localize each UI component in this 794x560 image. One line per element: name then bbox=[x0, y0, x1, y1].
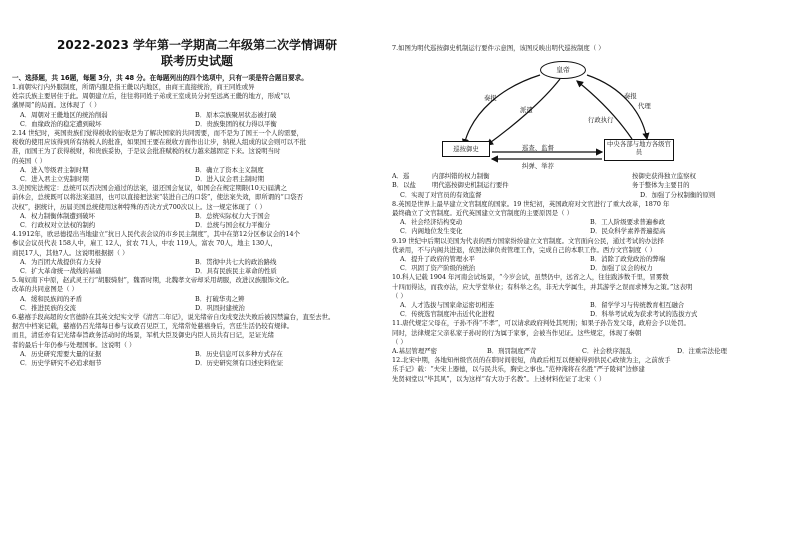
question-3 bbox=[12, 184, 382, 230]
option-d[interactable]: D．进入议会君主制时期 bbox=[195, 175, 265, 184]
page-title: 2022-2023 学年第一学期高二年级第二次学情调研 bbox=[57, 38, 337, 52]
question-line: 姓宗氏族主要居住于此。周朝建立后，往往将同姓子弟或王室成员分封至远离王畿的地方，形成“以 bbox=[12, 92, 291, 101]
option-a[interactable]: A．为百团大战提供有力支持 bbox=[20, 257, 102, 266]
inspector-node: 巡按御史 bbox=[442, 141, 490, 157]
option-a[interactable]: A．历史研究需要大量的证据 bbox=[20, 349, 102, 358]
question-line: 3.美国宪法规定：总统可以否决国会通过的法案，退还国会复议，如国会在规定期限(10天)届满之 bbox=[12, 184, 287, 193]
option-a[interactable]: A．周朝对王畿地区的统治削弱 bbox=[20, 110, 108, 119]
label-impeach: 纠弹、举荐 bbox=[522, 162, 554, 171]
options bbox=[12, 295, 382, 313]
right-column bbox=[392, 0, 784, 384]
question-line: 5.匈奴南下中原，赵武灵王行“胡服骑射”，魏晋时期，北魏孝文帝却采用胡服，改进汉族服饰文化。 bbox=[12, 276, 294, 285]
option-b[interactable]: B．贯彻中共七大的政治路线 bbox=[195, 257, 277, 266]
question-line: （ ） bbox=[392, 291, 407, 300]
question-12 bbox=[392, 356, 784, 384]
option-b[interactable]: B．原本宗族聚居状态被打破 bbox=[195, 110, 277, 119]
question-line: 税收的使用应该得到所有纳税人的批准，如果国王要在税收方面作出让步，纳税人组成的议会则可以不批 bbox=[12, 138, 306, 147]
option-b[interactable]: B．总统实际权力大于国会 bbox=[195, 211, 270, 220]
option-b-tail[interactable]: 务于整体为主要目的 bbox=[632, 181, 690, 190]
inspection-diagram bbox=[392, 57, 784, 172]
label-report-right: 奏报 bbox=[624, 92, 637, 101]
question-line: 8.英国是世界上最早建立文官制度的国家。19 世纪初，英国政府对文官进行了重大改革，1870 年 bbox=[392, 199, 670, 208]
option-a[interactable]: A．提升了政府的管理水平 bbox=[400, 255, 475, 264]
option-d[interactable]: D．历史研究须有口述史料佐证 bbox=[195, 359, 284, 368]
option-d[interactable]: D．科举考试成为获求考试的选拔方式 bbox=[590, 310, 698, 319]
option-d[interactable]: D．民众科学素养普遍提高 bbox=[590, 227, 666, 236]
left-column bbox=[12, 0, 382, 368]
option-c[interactable]: C．推进民族的交流 bbox=[20, 303, 77, 312]
question-6 bbox=[12, 313, 382, 368]
question-line: 商民17人，其他7人。这说明根据据（ ） bbox=[12, 248, 129, 257]
option-a[interactable]: A．人才选拔与国家命运密切相连 bbox=[400, 301, 495, 310]
q7-note: 内部纠错的权力制衡 bbox=[432, 172, 490, 181]
option-b[interactable]: B．工人阶级要求普遍参政 bbox=[590, 218, 665, 227]
question-line: 十四而得达，而我亦沾，应大学堂举业；有科举之名，非无大学属生，并其游学之误而求博为之策。”这表明 bbox=[392, 282, 693, 291]
question-line: 2.14 世纪时，英国贵族们觉得税收的征收是为了解决国家的共同需要，而不是为了国王一个人的需要， bbox=[12, 129, 304, 138]
question-line: 10.科人记载 1904 年河南会试场景，“今岁会试，虽禁仍中，远省之人，往往跋涉数千里，冒雾数 bbox=[392, 273, 669, 282]
option-c[interactable]: C．内阁地位发生变化 bbox=[400, 227, 463, 236]
option-c[interactable]: C．扩大革命统一战线的基础 bbox=[20, 267, 102, 276]
option-a-tail[interactable]: 按御史获得独立监察权 bbox=[632, 172, 696, 181]
option-b[interactable]: B．留学学习与传统教育相互融合 bbox=[590, 301, 685, 310]
label-report-left: 奏报 bbox=[484, 94, 497, 103]
question-line: 准，而国王为了获得税财，和贵族妥协，于是议会批准赋税的权力越来越固定下来。这说明当时 bbox=[12, 147, 281, 156]
section-heading: 一、选择题，共 16题，每题 3分，共 48 分。在每题列出的四个选项中，只有一项是符合题目要求。 bbox=[12, 74, 308, 82]
option-d[interactable]: D．总统与国会权力平衡分 bbox=[195, 221, 271, 230]
option-b[interactable]: B．历史信息可以多种方式存在 bbox=[195, 349, 283, 358]
question-line: 最终确立了文官制度。近代英国建立文官制度的主要原因是（ ） bbox=[392, 209, 573, 218]
option-c[interactable]: C．血缘政治的稳定遭到破坏 bbox=[20, 119, 102, 128]
question-line: 优录用，不与内阁共进退，依照法律负责管理工作，完成自己的本职工作。西方文官制度（ ） bbox=[392, 245, 657, 254]
question-10 bbox=[392, 273, 784, 319]
option-c[interactable]: C．行政权对立法权的制约 bbox=[20, 221, 96, 230]
question-9 bbox=[392, 237, 784, 274]
label-execution: 行政执行 bbox=[588, 116, 614, 125]
emperor-node: 皇帝 bbox=[540, 61, 586, 79]
option-a[interactable]: A．缓和民族间的矛盾 bbox=[20, 294, 83, 303]
question-line: 据宫中档案记载，慈禧仍召光绪每日参与议政召见臣工，光绪常处慈禧身后，宫廷生活仍较有规律。 bbox=[12, 322, 294, 331]
question-line: 的英国（ ） bbox=[12, 156, 46, 165]
question-1 bbox=[12, 83, 382, 129]
option-b[interactable]: B．打破华夷之辨 bbox=[195, 294, 245, 303]
options bbox=[12, 258, 382, 276]
options bbox=[392, 301, 784, 319]
options bbox=[12, 212, 382, 230]
page-subtitle: 联考历史试题 bbox=[160, 54, 233, 68]
question-line: 而且，清廷亦有记光绪奉旨政务活动时的场景，军机大臣及御史内臣人员共有日记，足证光绪 bbox=[12, 331, 275, 340]
option-a[interactable]: A．进入等级君主制时期 bbox=[20, 165, 89, 174]
option-a[interactable]: A．权力制衡体制遭到破坏 bbox=[20, 211, 95, 220]
option-a[interactable]: A．社会经济结构变动 bbox=[400, 218, 463, 227]
question-line: 6.慈禧手段高超的女官德龄在其英文纪实文学《清宫二年记》，说光绪帝自戊戌变法失败后被囚禁瀛台，直至去世。 bbox=[12, 313, 335, 322]
question-line: 7.如图为明代巡按御史机制运行要件示意图，该图反映出明代巡按制度（ ） bbox=[392, 44, 605, 52]
question-line: 12.北宋中期，各地知州级官员的在职时间很短，尚政后相互以便被得到供民心政绩为主，之前放手 bbox=[392, 356, 671, 365]
option-d[interactable]: D．加强了分权制衡的原则 bbox=[640, 190, 716, 199]
label-supervision: 巡查、监督 bbox=[522, 144, 554, 153]
question-line: 同时，法律规定父亲私家子孙时的行为属于家事，会被当作见证。这些规定，体现了秦朝 bbox=[392, 328, 642, 337]
option-a[interactable]: A．巡 bbox=[392, 172, 410, 181]
question-line: 前休会，总统既可以将法案退回，也可以直接把法案“装进自己的口袋”，使法案失效，即所谓的“口袋否 bbox=[12, 193, 303, 202]
question-line: 改革的共同意图是（ ） bbox=[12, 285, 78, 294]
question-line: 藩屏周”的局面。这体现了（ ） bbox=[12, 101, 101, 110]
option-d[interactable]: D．贵族集团的权力得以平衡 bbox=[195, 119, 277, 128]
options bbox=[392, 218, 784, 236]
option-c[interactable]: C．社会秩序混乱 bbox=[582, 347, 632, 356]
option-c[interactable]: C．进入君主立宪制时期 bbox=[20, 175, 89, 184]
question-line: （ ） bbox=[392, 337, 407, 346]
option-c[interactable]: C．巩固了资产阶级的统治 bbox=[400, 264, 476, 273]
options bbox=[392, 255, 784, 273]
option-c[interactable]: C．实现了对官员的有效监督 bbox=[400, 190, 482, 199]
question-2 bbox=[12, 129, 382, 184]
option-d[interactable]: D．具有民族民主革命的性质 bbox=[195, 267, 277, 276]
option-c[interactable]: C．历史学研究不必追求细节 bbox=[20, 359, 102, 368]
question-line: 参议会议员代表 158人中，雇工 12人，贫农 71人，中农 119人，富农 70人，地主 130人， bbox=[12, 239, 277, 248]
q7-options-cd bbox=[392, 191, 784, 200]
diagram-caption: 明代巡按御史机制运行要件 bbox=[432, 181, 509, 190]
option-b[interactable]: B．以盐 bbox=[392, 181, 416, 190]
question-11 bbox=[392, 319, 784, 356]
question-5 bbox=[12, 276, 382, 313]
question-line: 4.1912年，欧忌德提出当地建立“抗日人民代表会议的市乡民主制度”，其中在第12分区参议会的14个 bbox=[12, 230, 301, 239]
question-line: 先贤祠堂以“毕其风”，以为这样“有大功于名教”。上述材料佐证了北宋（ ） bbox=[392, 374, 606, 383]
option-b[interactable]: B．确立了资本主义制度 bbox=[195, 165, 264, 174]
options bbox=[392, 347, 784, 356]
question-line: 决权”，据统计，历届美国总统使用这种特殊的否决方式700次以上。这一规定体现了（ ） bbox=[12, 202, 266, 211]
option-a[interactable]: A.基层管理严密 bbox=[392, 347, 437, 356]
question-4 bbox=[12, 230, 382, 276]
question-line: 者的最后十年仍参与处理国事。这说明（ ） bbox=[12, 340, 136, 349]
option-c[interactable]: C．传统选官制度冲击近代化进程 bbox=[400, 310, 495, 319]
option-b[interactable]: B．刑罚制度严苛 bbox=[487, 347, 537, 356]
option-d[interactable]: D．注重宗法伦理 bbox=[677, 347, 727, 356]
question-line: 9.19 世纪中后期以美国为代表的西方国家纷纷建立文官制度。文官面向公民，通过考试的办法择 bbox=[392, 236, 664, 245]
options bbox=[12, 111, 382, 129]
question-line: 11.唐代规定父母在，子孙不得“不孝”，可以请求政府判处其死刑；如果子孙告发父母，政府会予以处罚。 bbox=[392, 319, 690, 328]
options bbox=[12, 350, 382, 368]
options bbox=[12, 166, 382, 184]
option-d[interactable]: D．加强了议会的权力 bbox=[590, 264, 653, 273]
label-dispatch: 派遣 bbox=[520, 106, 533, 115]
central-officials-node: 中央各部与地方各级官员 bbox=[604, 139, 674, 161]
label-agency: 代理 bbox=[638, 102, 651, 111]
q7-options bbox=[392, 172, 784, 190]
question-line: 乐手记》载：“夫宋上器德，以与民共乐，胸史之事也。”范仲淹将在名胜“严子陵祠”边修建 bbox=[392, 365, 645, 374]
question-8 bbox=[392, 200, 784, 237]
option-d[interactable]: D．巩固封建统治 bbox=[195, 303, 245, 312]
question-line: 1.商朝实行内外服制度，所谓内服是指王畿以内地区，由商王直接统治，商王同姓或异 bbox=[12, 83, 255, 91]
option-b[interactable]: B．消除了政党政治的弊端 bbox=[590, 255, 665, 264]
